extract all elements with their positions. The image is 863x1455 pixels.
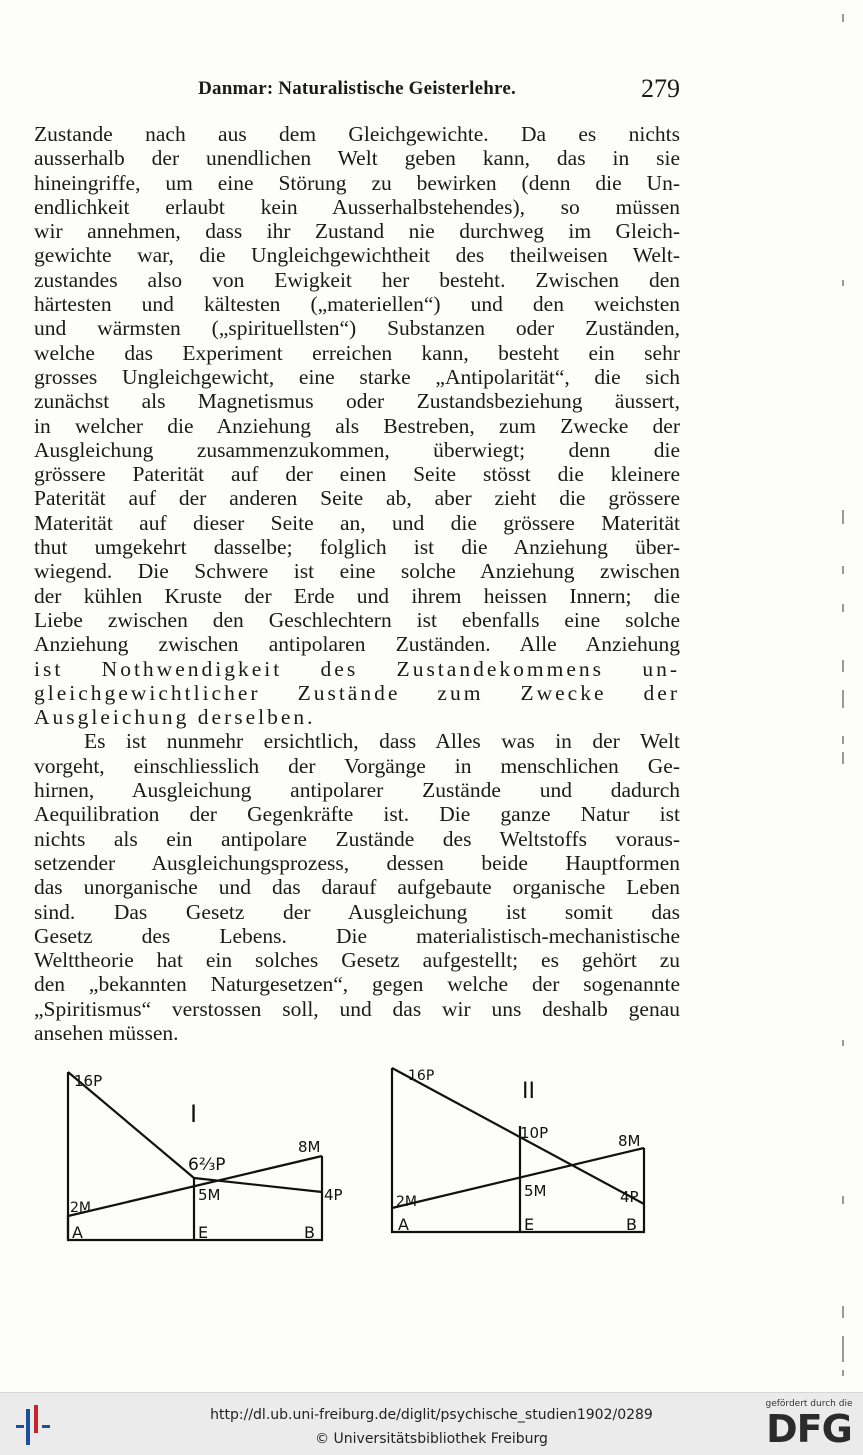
text-line: nichts als ein antipolare Zustände des Weltstoffs voraus- <box>34 826 680 851</box>
text-line: Es ist nunmehr ersichtlich, dass Alles was in der Welt <box>84 729 680 754</box>
text-line: Paterität auf der anderen Seite ab, aber zieht die grössere <box>34 486 680 511</box>
text-line: Gesetz des Lebens. Die materialistisch-mechanistische <box>34 923 680 948</box>
text-line: sind. Das Gesetz der Ausgleichung ist somit das <box>34 899 680 924</box>
fig1-label-4p: 4P <box>324 1186 343 1204</box>
body-text <box>34 122 680 1045</box>
fig2-frame <box>392 1068 644 1232</box>
text-line: vorgeht, einschliesslich der Vorgänge in menschlichen Ge- <box>34 753 680 778</box>
text-line: grössere Paterität auf der einen Seite stösst die kleinere <box>34 462 680 487</box>
fig2-label-a: A <box>398 1215 409 1234</box>
fig2-label-10p: 10P <box>520 1124 549 1142</box>
text-line: den „bekannten Naturgesetzen“, gegen welche der sogenannte <box>34 972 680 997</box>
source-url-link[interactable]: http://dl.ub.uni-freiburg.de/diglit/psychische_studien1902/0289 <box>210 1407 653 1423</box>
text-line: hirnen, Ausgleichung antipolarer Zustände und dadurch <box>34 778 680 803</box>
page-number: 279 <box>641 74 680 103</box>
text-line: endlichkeit erlaubt kein Ausserhalbstehendes), so müssen <box>34 194 680 219</box>
fig2-label-5m: 5M <box>524 1182 547 1200</box>
text-line: Liebe zwischen den Geschlechtern ist ebenfalls eine solche <box>34 607 680 632</box>
text-line: ausserhalb der unendlichen Welt geben kann, das in sie <box>34 146 680 171</box>
figure-diagrams <box>30 1060 690 1250</box>
text-line: Zustande nach aus dem Gleichgewichte. Da es nichts <box>34 122 680 146</box>
scan-margin-marks <box>833 0 863 1392</box>
text-line: in welcher die Anziehung als Bestreben, zum Zwecke der <box>34 413 680 438</box>
text-line: Anziehung zwischen antipolaren Zuständen. Alle Anziehung <box>34 632 680 657</box>
fig1-label-b: B <box>304 1223 315 1242</box>
fig2-roman: II <box>522 1079 535 1104</box>
footer-bar <box>0 1392 863 1455</box>
text-line: wir annehmen, dass ihr Zustand nie durchweg im Gleich- <box>34 219 680 244</box>
dfg-logo-caption: gefördert durch die <box>765 1399 853 1409</box>
text-line: gleichgewichtlicher Zustände zum Zwecke der <box>34 680 680 705</box>
text-line: Aequilibration der Gegenkräfte ist. Die ganze Natur ist <box>34 802 680 827</box>
text-line: thut umgekehrt dasselbe; folglich ist die Anziehung über- <box>34 535 680 560</box>
text-line: hineingriffe, um eine Störung zu bewirken (denn die Un- <box>34 170 680 195</box>
text-line: grosses Ungleichgewicht, eine starke „Antipolarität“, die sich <box>34 364 680 389</box>
figures <box>30 1060 690 1250</box>
fig2-label-4p: 4P <box>620 1188 639 1206</box>
fig2-label-2m: 2M <box>396 1194 417 1210</box>
text-line: der kühlen Kruste der Erde und ihrem heissen Innern; die <box>34 583 680 608</box>
fig2-label-16p: 16P <box>408 1068 435 1084</box>
text-line: und wärmsten („spirituellsten“) Substanzen oder Zuständen, <box>34 316 680 341</box>
fig1-label-16p: 16P <box>74 1072 103 1090</box>
fig1-label-center-top: 6⅔P <box>188 1155 226 1175</box>
fig2-label-8m: 8M <box>618 1132 641 1150</box>
fig2-label-e: E <box>524 1215 535 1234</box>
text-line: ist Nothwendigkeit des Zustandekommens un- <box>34 656 680 681</box>
fig2-diagonal-p <box>392 1068 644 1204</box>
fig1-label-5m: 5M <box>198 1186 221 1204</box>
text-line: setzender Ausgleichungsprozess, dessen beide Hauptformen <box>34 850 680 875</box>
text-line: zustandes also von Ewigkeit her besteht. Zwischen den <box>34 267 680 292</box>
text-line: zunächst als Magnetismus oder Zustandsbeziehung äussert, <box>34 389 680 414</box>
fig2-label-b: B <box>626 1215 637 1234</box>
text-line: Ausgleichung zusammenzukommen, überwiegt; denn die <box>34 437 680 462</box>
text-line: härtesten und kältesten („materiellen“) und den weichsten <box>34 292 680 317</box>
fig1-label-2m: 2M <box>70 1200 91 1216</box>
running-title: Danmar: Naturalistische Geisterlehre. <box>198 78 516 99</box>
text-line: das unorganische und das darauf aufgebaute organische Leben <box>34 875 680 900</box>
fig1-label-e: E <box>198 1223 209 1242</box>
dfg-logo <box>763 1397 855 1451</box>
running-header <box>34 72 680 106</box>
text-line: Ausgleichung derselben. <box>34 705 316 730</box>
text-line: ansehen müssen. <box>34 1020 179 1045</box>
text-line: welche das Experiment erreichen kann, besteht ein sehr <box>34 340 680 365</box>
dfg-logo-mark: DFG <box>766 1407 852 1451</box>
text-line: gewichte war, die Ungleichgewichtheit des theilweisen Welt- <box>34 243 680 268</box>
fig1-roman: I <box>190 1100 198 1128</box>
text-line: wiegend. Die Schwere ist eine solche Anziehung zwischen <box>34 559 680 584</box>
text-line: „Spiritismus“ verstossen soll, und das wir uns deshalb genau <box>34 996 680 1021</box>
fig2-m-line <box>392 1148 644 1208</box>
figure-2 <box>392 1068 644 1232</box>
text-line: Welttheorie hat ein solches Gesetz aufgestellt; es gehört zu <box>34 948 680 973</box>
text-line: Materität auf dieser Seite an, und die grössere Materität <box>34 510 680 535</box>
copyright-text: © Universitätsbibliothek Freiburg <box>315 1431 548 1447</box>
fig1-label-a: A <box>72 1223 83 1242</box>
fig1-label-8m: 8M <box>298 1138 321 1156</box>
